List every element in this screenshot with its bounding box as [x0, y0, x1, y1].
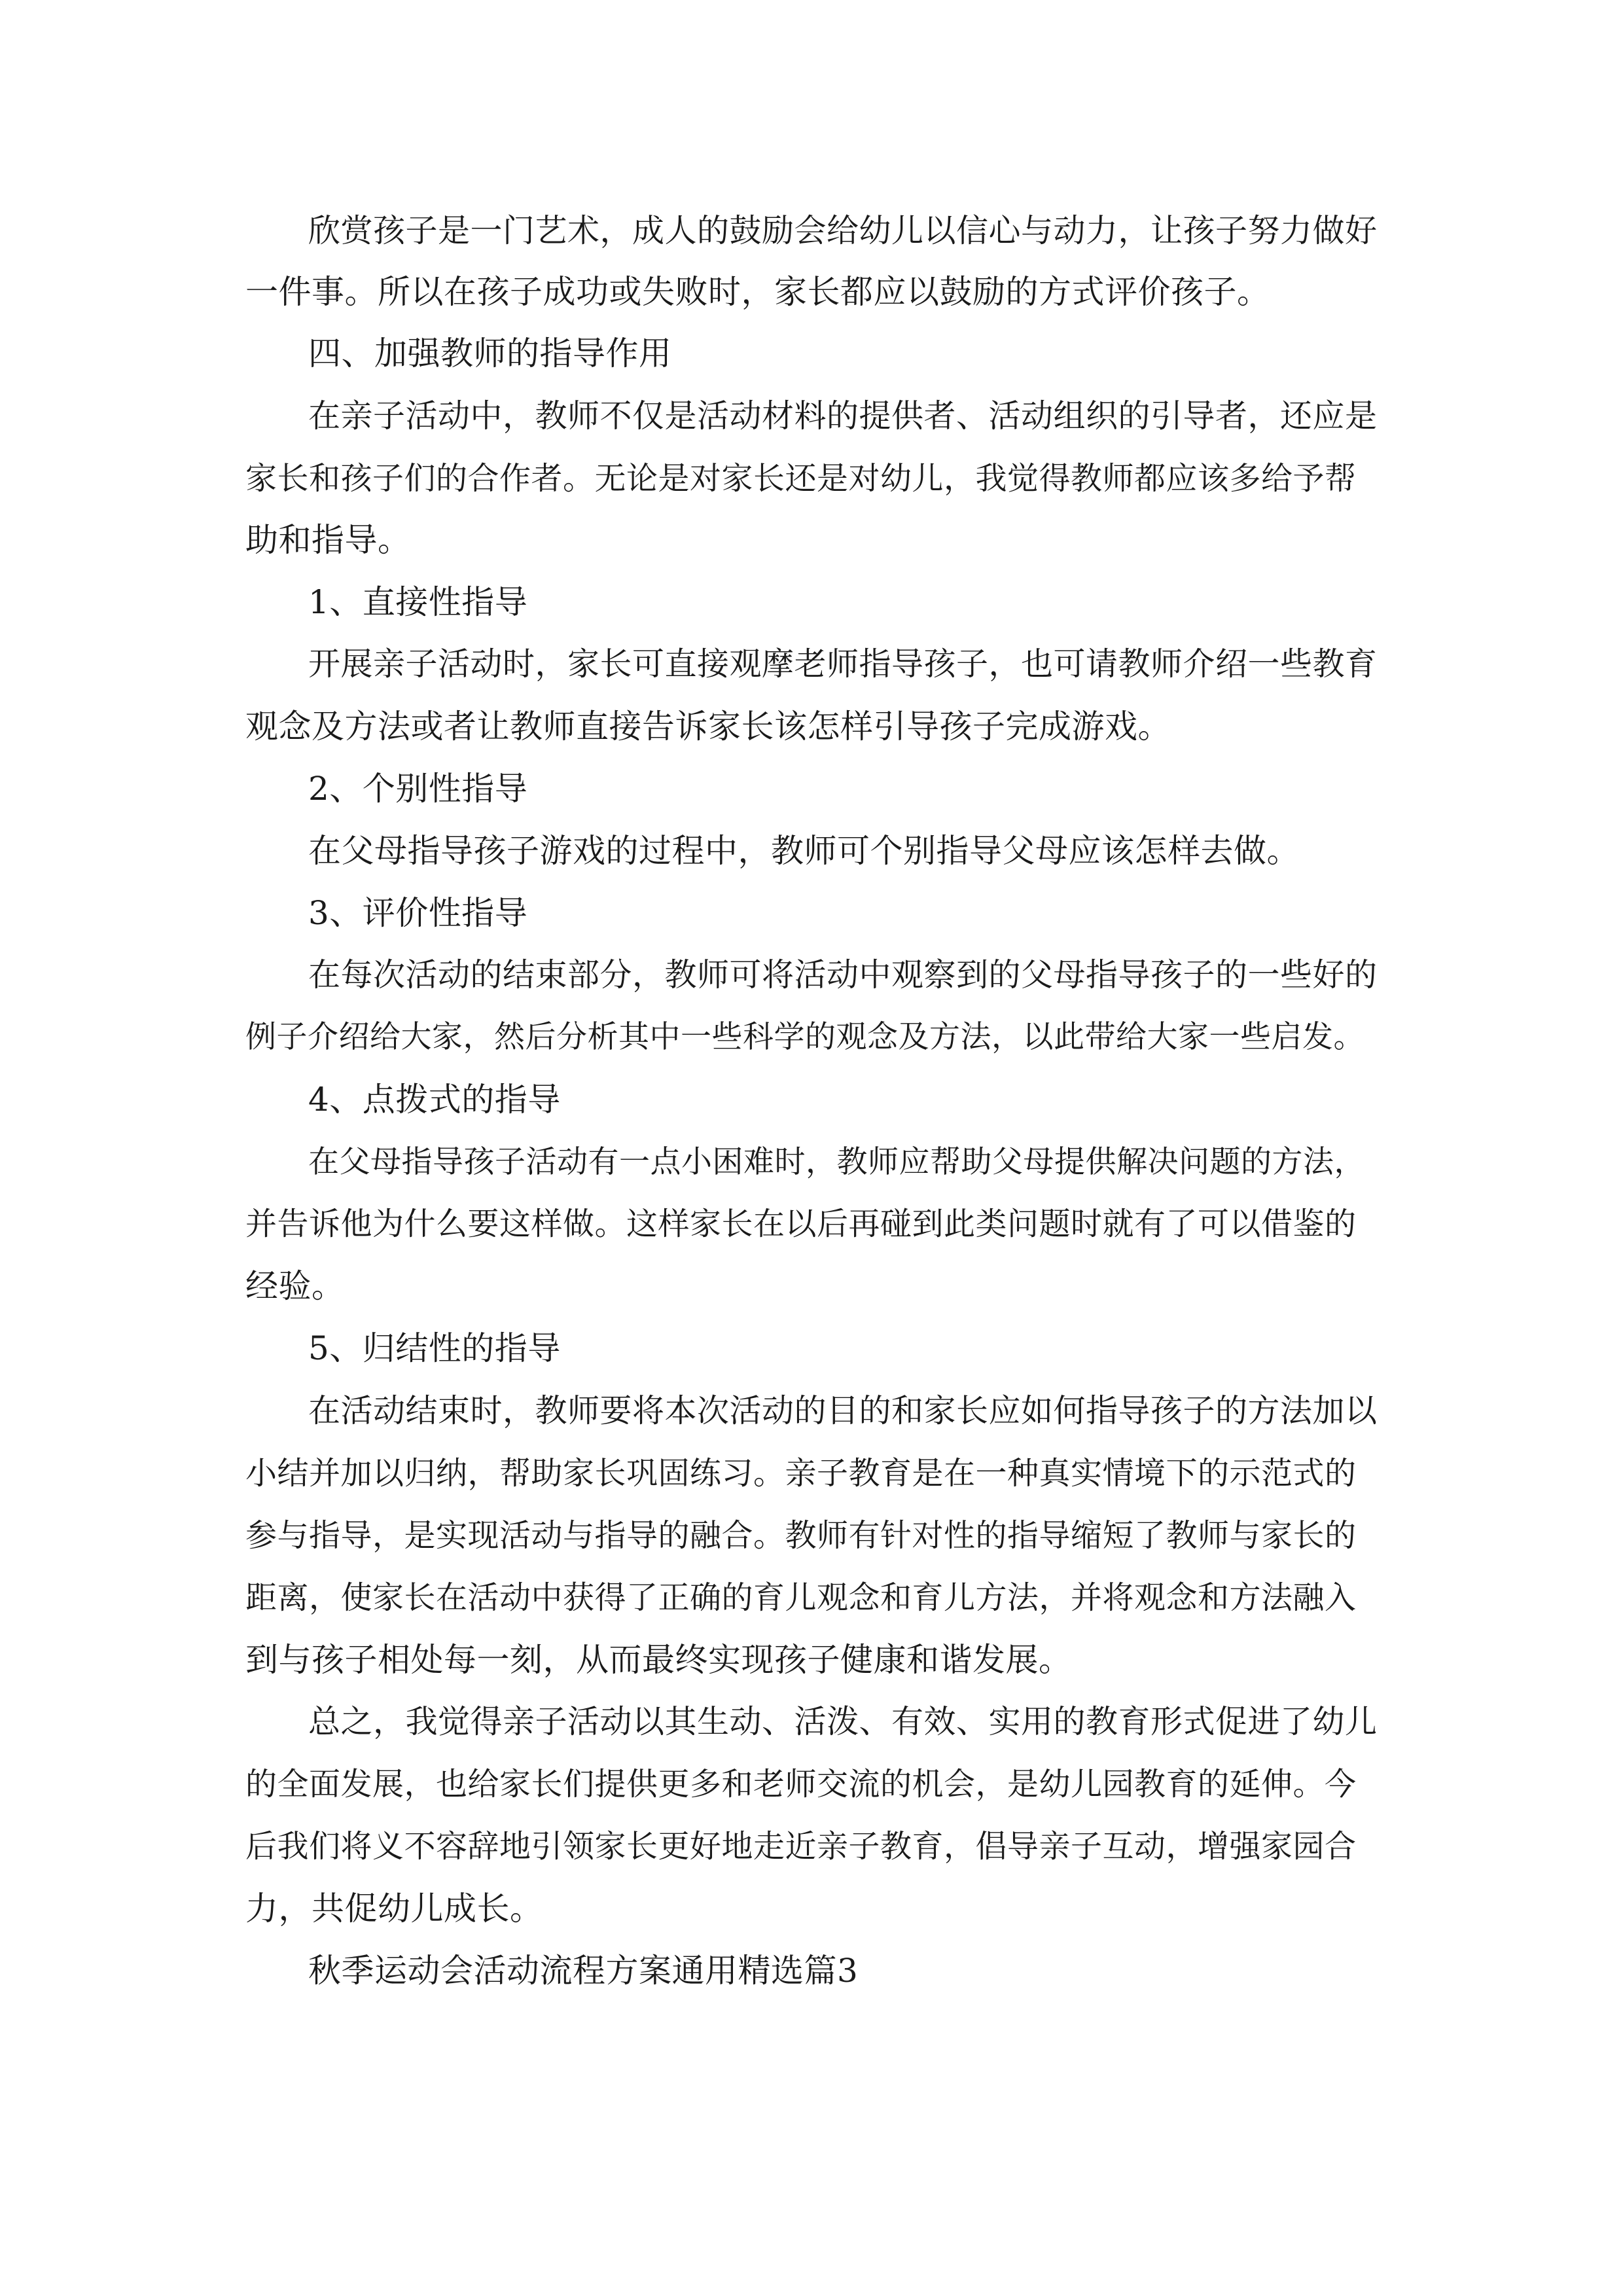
- subsection-heading: 1、直接性指导: [308, 583, 528, 621]
- paragraph-line: 距离，使家长在活动中获得了正确的育儿观念和育儿方法，并将观念和方法融入: [245, 1579, 1357, 1616]
- paragraph-line: 在亲子活动中，教师不仅是活动材料的提供者、活动组织的引导者，还应是: [308, 397, 1378, 435]
- subsection-heading: 2、个别性指导: [308, 770, 528, 808]
- paragraph-line: 到与孩子相处每一刻，从而最终实现孩子健康和谐发展。: [245, 1641, 1072, 1679]
- article-title: 秋季运动会活动流程方案通用精选篇3: [308, 1952, 859, 1990]
- paragraph-line: 一件事。所以在孩子成功或失败时，家长都应以鼓励的方式评价孩子。: [245, 273, 1270, 311]
- paragraph-line: 在父母指导孩子游戏的过程中，教师可个别指导父母应该怎样去做。: [308, 832, 1300, 870]
- paragraph-line: 家长和孩子们的合作者。无论是对家长还是对幼儿，我觉得教师都应该多给予帮: [245, 460, 1357, 497]
- paragraph-line: 在活动结束时，教师要将本次活动的目的和家长应如何指导孩子的方法加以: [308, 1392, 1378, 1429]
- paragraph-line: 在每次活动的结束部分，教师可将活动中观察到的父母指导孩子的一些好的: [308, 956, 1378, 994]
- paragraph-line: 开展亲子活动时，家长可直接观摩老师指导孩子，也可请教师介绍一些教育: [308, 645, 1378, 683]
- paragraph-line: 后我们将义不容辞地引领家长更好地走近亲子教育，倡导亲子互动，增强家园合: [245, 1828, 1357, 1865]
- paragraph-line: 欣赏孩子是一门艺术，成人的鼓励会给幼儿以信心与动力，让孩子努力做好: [308, 212, 1378, 249]
- paragraph-line: 助和指导。: [245, 521, 411, 559]
- paragraph-line: 的全面发展，也给家长们提供更多和老师交流的机会，是幼儿园教育的延伸。今: [245, 1766, 1357, 1803]
- section-heading: 四、加强教师的指导作用: [308, 334, 672, 372]
- paragraph-line: 例子介绍给大家，然后分析其中一些科学的观念及方法，以此带给大家一些启发。: [245, 1019, 1364, 1055]
- paragraph-line: 并告诉他为什么要这样做。这样家长在以后再碰到此类问题时就有了可以借鉴的: [245, 1206, 1357, 1242]
- paragraph-line: 观念及方法或者让教师直接告诉家长该怎样引导孩子完成游戏。: [245, 708, 1171, 745]
- subsection-heading: 5、归结性的指导: [308, 1329, 561, 1367]
- paragraph-line: 参与指导，是实现活动与指导的融合。教师有针对性的指导缩短了教师与家长的: [245, 1517, 1357, 1554]
- paragraph-line: 力，共促幼儿成长。: [245, 1890, 543, 1928]
- paragraph-line: 小结并加以归纳，帮助家长巩固练习。亲子教育是在一种真实情境下的示范式的: [245, 1455, 1357, 1492]
- paragraph-line: 在父母指导孩子活动有一点小困难时，教师应帮助父母提供解决问题的方法，: [308, 1144, 1365, 1180]
- document-page: [245, 0, 1378, 2296]
- subsection-heading: 4、点拨式的指导: [308, 1081, 561, 1119]
- paragraph-line: 总之，我觉得亲子活动以其生动、活泼、有效、实用的教育形式促进了幼儿: [308, 1703, 1378, 1740]
- paragraph-line: 经验。: [245, 1267, 345, 1305]
- subsection-heading: 3、评价性指导: [308, 894, 528, 932]
